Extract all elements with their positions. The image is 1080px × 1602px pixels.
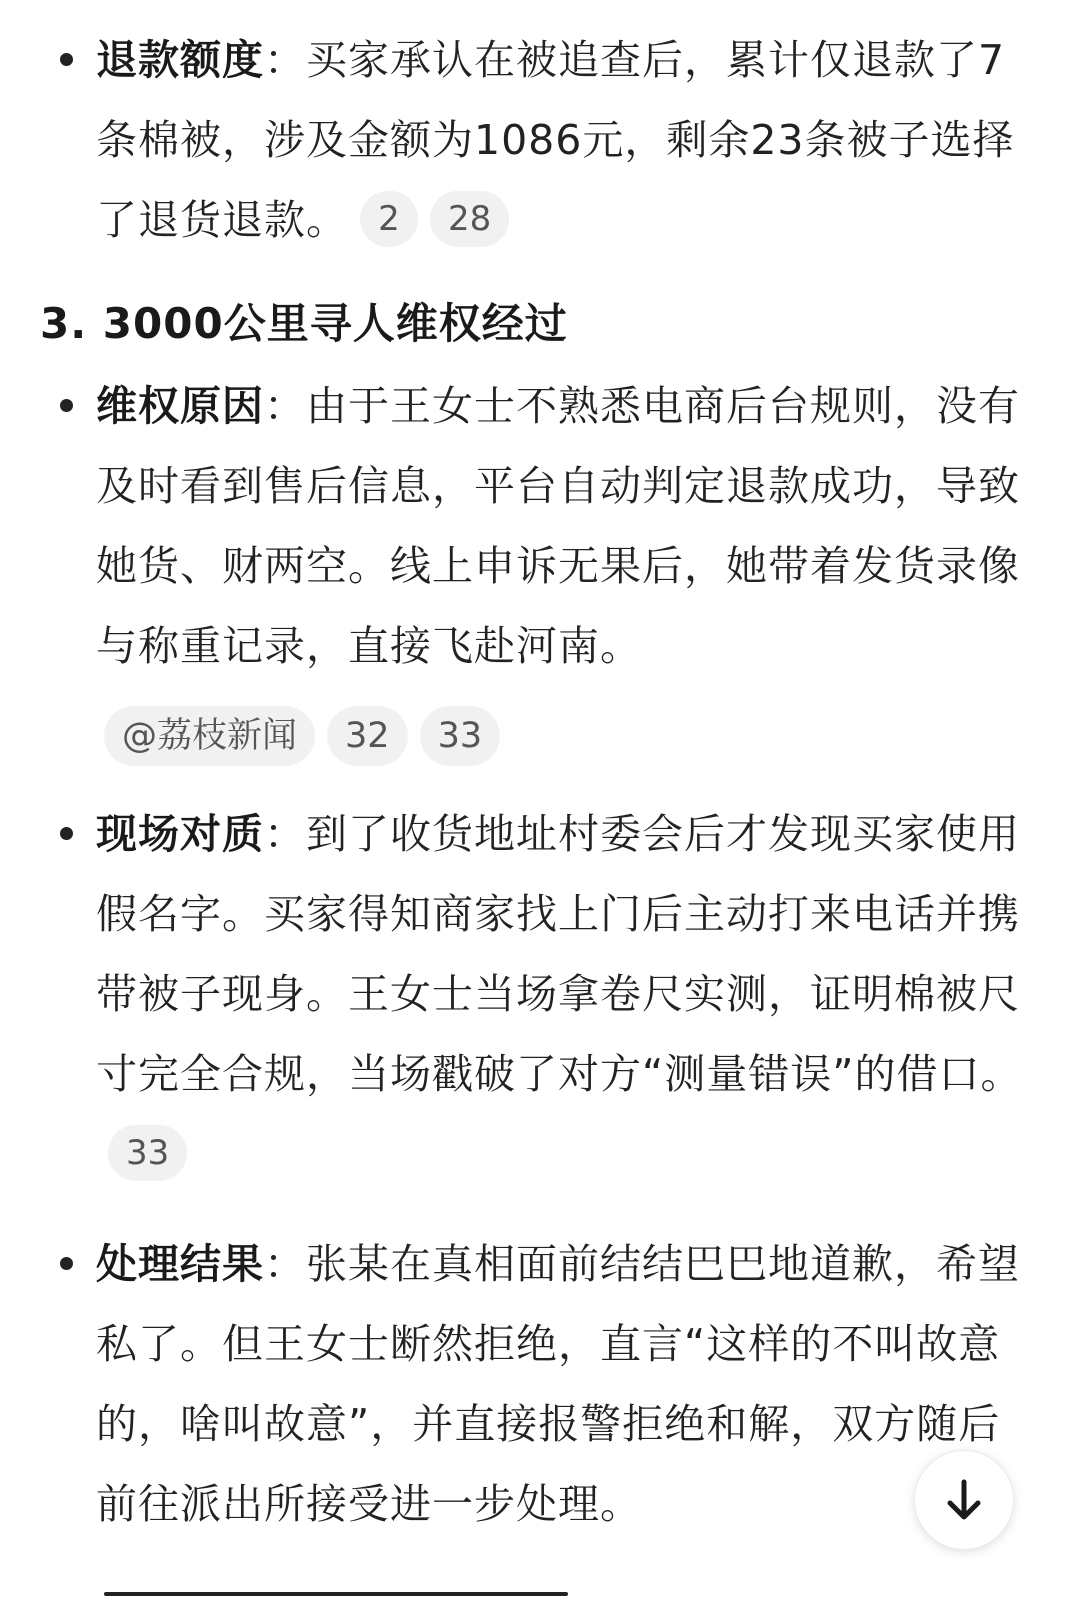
item-term: 退款额度 bbox=[96, 36, 264, 84]
item-separator: ： bbox=[264, 1240, 306, 1288]
item-separator: ： bbox=[264, 810, 306, 858]
source-chip[interactable]: @荔枝新闻 bbox=[104, 706, 315, 766]
divider-line bbox=[104, 1592, 568, 1596]
reference-chip[interactable]: 28 bbox=[430, 191, 509, 247]
reference-chip[interactable]: 33 bbox=[420, 706, 501, 766]
item-term: 处理结果 bbox=[96, 1240, 264, 1288]
bullet-dot bbox=[60, 53, 73, 66]
list-item-refund-amount bbox=[96, 20, 1036, 260]
section-heading: 3. 3000公里寻人维权经过 bbox=[40, 299, 568, 348]
reference-chip[interactable]: 2 bbox=[360, 191, 418, 247]
item-text: 张某在真相面前结结巴巴地道歉，希望私了。但王女士断然拒绝，直言“这样的不叫故意的，啥叫故意”，并直接报警拒绝和解，双方随后前往派出所接受进一步处理。 bbox=[96, 1240, 1020, 1528]
list-item-reason bbox=[96, 366, 1036, 686]
item-text: 到了收货地址村委会后才发现买家使用假名字。买家得知商家找上门后主动打来电话并携带被子现身。王女士当场拿卷尺实测，证明棉被尺寸完全合规，当场戳破了对方“测量错误”的借口。 bbox=[96, 810, 1023, 1098]
scroll-down-button[interactable] bbox=[914, 1450, 1014, 1550]
item-term: 维权原因 bbox=[96, 382, 264, 430]
item-separator: ： bbox=[264, 382, 306, 430]
item-text: 由于王女士不熟悉电商后台规则，没有及时看到售后信息，平台自动判定退款成功，导致她货、财两空。线上申诉无果后，她带着发货录像与称重记录，直接飞赴河南。 bbox=[96, 382, 1020, 670]
item-term: 现场对质 bbox=[96, 810, 264, 858]
source-chips-row bbox=[104, 706, 512, 766]
arrow-down-icon bbox=[942, 1476, 986, 1524]
bullet-dot bbox=[60, 827, 73, 840]
item-separator: ： bbox=[264, 36, 306, 84]
bullet-dot bbox=[60, 1257, 73, 1270]
list-item-confrontation bbox=[96, 794, 1036, 1194]
reference-chip[interactable]: 33 bbox=[108, 1125, 187, 1181]
list-item-outcome bbox=[96, 1224, 1036, 1544]
item-text: 买家承认在被追查后，累计仅退款了7条棉被，涉及金额为1086元，剩余23条被子选择了退货退款。 bbox=[96, 36, 1015, 244]
bullet-dot bbox=[60, 399, 73, 412]
reference-chip[interactable]: 32 bbox=[327, 706, 408, 766]
